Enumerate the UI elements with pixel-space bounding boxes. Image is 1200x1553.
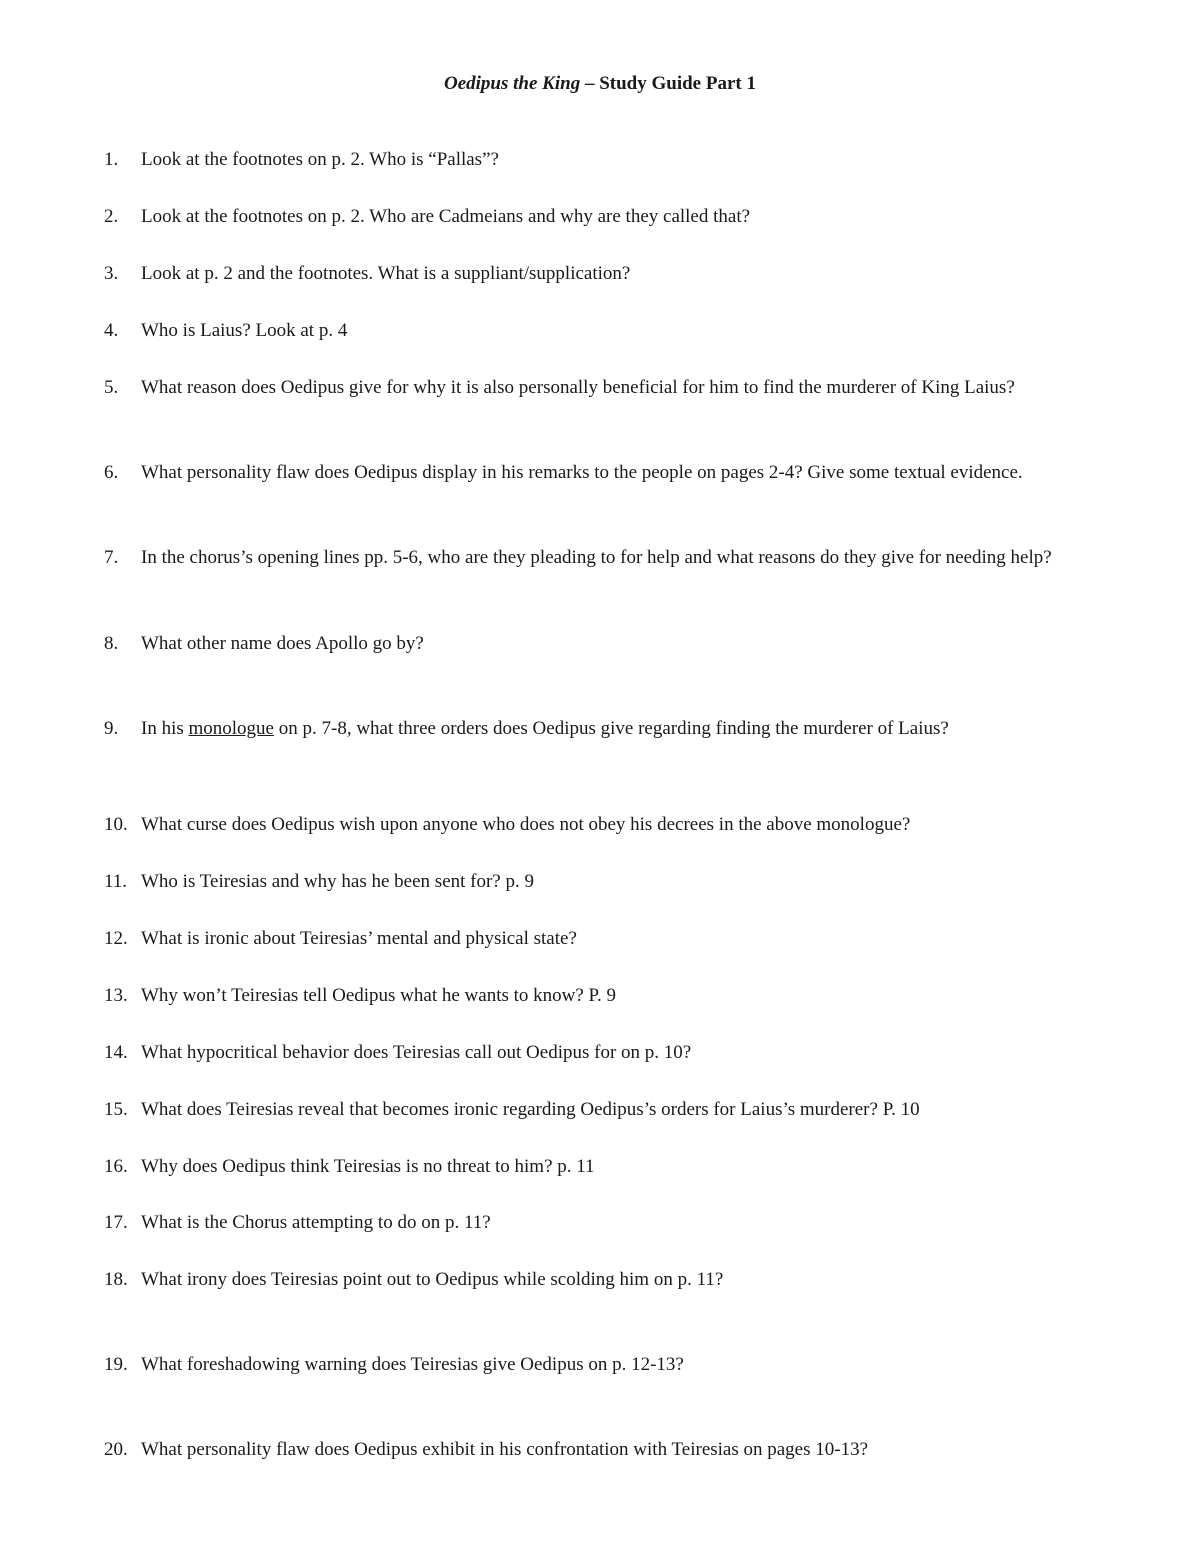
question-text: What does Teiresias reveal that becomes ironic regarding Oedipus’s orders for Laius’s murderer? P. 10 — [141, 1099, 920, 1120]
question-number: 15. — [104, 1099, 128, 1120]
question-text-before: In his — [141, 718, 189, 739]
question-14 — [104, 1039, 1134, 1068]
question-1 — [104, 146, 1134, 175]
question-text: What personality flaw does Oedipus display in his remarks to the people on pages 2-4? Give some textual evidence. — [141, 462, 1023, 483]
question-number: 17. — [104, 1212, 128, 1233]
question-15 — [104, 1096, 1134, 1125]
title-work: Oedipus the King — [444, 73, 581, 94]
question-number: 19. — [104, 1354, 128, 1375]
question-6 — [104, 459, 1134, 488]
page-title — [0, 72, 1200, 96]
question-number: 10. — [104, 814, 128, 835]
question-10 — [104, 811, 1134, 840]
question-12 — [104, 925, 1134, 954]
question-8 — [104, 630, 1134, 659]
question-20 — [104, 1436, 1134, 1465]
question-text: Why won’t Teiresias tell Oedipus what he wants to know? P. 9 — [141, 985, 617, 1006]
question-3 — [104, 260, 1134, 289]
question-7 — [104, 544, 1134, 573]
question-5 — [104, 374, 1134, 403]
question-number: 1. — [104, 149, 119, 170]
question-text-after: on p. 7-8, what three orders does Oedipus give regarding finding the murderer of Laius? — [274, 718, 949, 739]
question-number: 2. — [104, 206, 119, 227]
question-number: 18. — [104, 1269, 128, 1290]
question-text: What personality flaw does Oedipus exhibit in his confrontation with Teiresias on pages 10-13? — [141, 1439, 869, 1460]
question-number: 7. — [104, 547, 119, 568]
title-separator: – — [580, 73, 600, 94]
question-text: Look at the footnotes on p. 2. Who is “Pallas”? — [141, 149, 499, 170]
question-text: In the chorus’s opening lines pp. 5-6, who are they pleading to for help and what reasons do they give for needing help? — [141, 547, 1052, 568]
question-19 — [104, 1351, 1134, 1380]
question-number: 20. — [104, 1439, 128, 1460]
question-number: 5. — [104, 377, 119, 398]
question-number: 14. — [104, 1042, 128, 1063]
question-text: Who is Teiresias and why has he been sent for? p. 9 — [141, 871, 534, 892]
question-text: Why does Oedipus think Teiresias is no threat to him? p. 11 — [141, 1156, 595, 1177]
question-text: What hypocritical behavior does Teiresias call out Oedipus for on p. 10? — [141, 1042, 692, 1063]
question-17 — [104, 1209, 1134, 1238]
question-4 — [104, 317, 1134, 346]
question-text: Look at the footnotes on p. 2. Who are Cadmeians and why are they called that? — [141, 206, 751, 227]
question-text: Who is Laius? Look at p. 4 — [141, 320, 348, 341]
question-text: Look at p. 2 and the footnotes. What is a suppliant/supplication? — [141, 263, 631, 284]
question-13 — [104, 982, 1134, 1011]
question-text: What is ironic about Teiresias’ mental and physical state? — [141, 928, 577, 949]
question-number: 12. — [104, 928, 128, 949]
question-16 — [104, 1153, 1134, 1182]
question-18 — [104, 1266, 1134, 1295]
question-2 — [104, 203, 1134, 232]
question-number: 3. — [104, 263, 119, 284]
question-text: What curse does Oedipus wish upon anyone who does not obey his decrees in the above monologue? — [141, 814, 911, 835]
question-number: 8. — [104, 633, 119, 654]
title-rest: Study Guide Part 1 — [599, 73, 756, 94]
question-number: 4. — [104, 320, 119, 341]
question-text — [141, 715, 1134, 744]
question-number: 9. — [104, 718, 119, 739]
question-text: What is the Chorus attempting to do on p. 11? — [141, 1212, 491, 1233]
question-9 — [104, 715, 1134, 744]
question-text: What irony does Teiresias point out to Oedipus while scolding him on p. 11? — [141, 1269, 724, 1290]
question-number: 6. — [104, 462, 119, 483]
underlined-term: monologue — [188, 718, 274, 739]
question-text: What reason does Oedipus give for why it is also personally beneficial for him to find the murderer of King Laius? — [141, 377, 1015, 398]
question-11 — [104, 868, 1134, 897]
question-number: 11. — [104, 871, 128, 892]
question-text: What foreshadowing warning does Teiresias give Oedipus on p. 12-13? — [141, 1354, 684, 1375]
question-number: 16. — [104, 1156, 128, 1177]
question-number: 13. — [104, 985, 128, 1006]
question-text: What other name does Apollo go by? — [141, 633, 424, 654]
